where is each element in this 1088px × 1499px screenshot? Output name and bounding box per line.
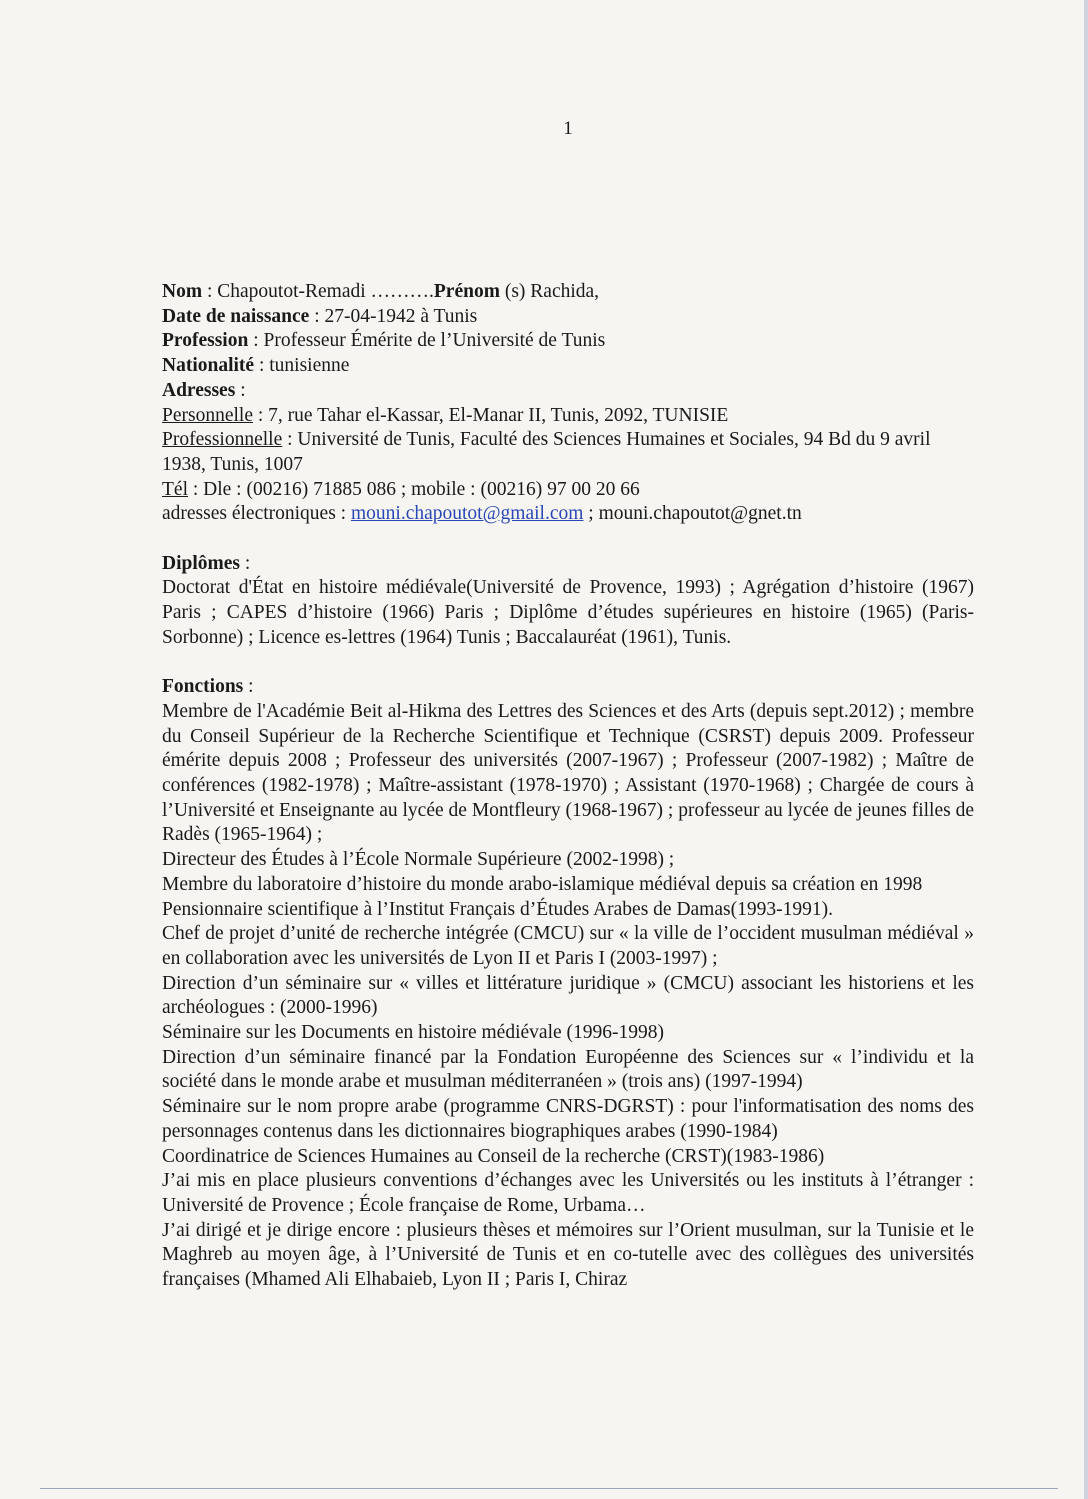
page-bottom-edge bbox=[40, 1488, 1058, 1489]
fonction-item: Chef de projet d’unité de recherche intégrée (CMCU) sur « la ville de l’occident musulman médiéval » en collaboration avec les universités de Lyon II et Paris I (2003-1997) ; bbox=[162, 923, 974, 969]
diplomes-text: Doctorat d'État en histoire médiévale(Université de Provence, 1993) ; Agrégation d’histoire (1967) Paris ; CAPES d’histoire (1966) Paris ; Diplôme d’études supérieures en histoire (1965) (Paris-Sorbonne) ; Licence es-lettres (1964) Tunis ; Baccalauréat (1961), Tunis. bbox=[162, 577, 974, 648]
nom-value: : Chapoutot-Remadi ………. bbox=[202, 281, 434, 302]
tel-value: : Dle : (00216) 71885 086 ; mobile : (00216) 97 00 20 66 bbox=[187, 478, 640, 500]
phone-line bbox=[162, 478, 974, 503]
diplomes-heading-suffix: : bbox=[240, 552, 251, 574]
fonctions-heading bbox=[162, 675, 974, 700]
fonctions-heading-label: Fonctions bbox=[162, 676, 244, 698]
nationalite-label: Nationalité bbox=[162, 355, 255, 377]
fonction-item: Séminaire sur les Documents en histoire médiévale (1996-1998) bbox=[162, 1022, 664, 1044]
email-other: ; mouni.chapoutot@gnet.tn bbox=[583, 503, 802, 525]
fonction-item: Direction d’un séminaire sur « villes et littérature juridique » (CMCU) associant les historiens et les archéologues : (2000-1996) bbox=[162, 972, 974, 1019]
naissance-label: Date de naissance bbox=[162, 305, 310, 327]
tel-label: Tél bbox=[162, 478, 188, 500]
name-line bbox=[162, 280, 974, 305]
fonction-item: Séminaire sur le nom propre arabe (programme CNRS-DGRST) : pour l'informatisation des noms des personnages contenus dans les dictionnaires biographiques arabes (1990-1984) bbox=[162, 1096, 974, 1142]
fonction-item: Coordinatrice de Sciences Humaines au Conseil de la recherche (CRST)(1983-1986) bbox=[162, 1145, 825, 1167]
nationality-line bbox=[162, 354, 974, 379]
diplomes-heading bbox=[162, 552, 974, 577]
professionnelle-value: : Université de Tunis, Faculté des Sciences Humaines et Sociales, 94 Bd du 9 avril 1938, Tunis, 1007 bbox=[162, 429, 931, 475]
fonction-item: J’ai mis en place plusieurs conventions d’échanges avec les Universités ou les instituts à l’étranger : Université de Provence ; École française de Rome, Urbama… bbox=[162, 1170, 974, 1216]
nom-label: Nom bbox=[162, 281, 203, 302]
page-number: 1 bbox=[563, 118, 573, 139]
spacer bbox=[162, 527, 974, 552]
diplomes-heading-label: Diplômes bbox=[162, 552, 240, 574]
addresses-heading bbox=[162, 379, 974, 404]
fonction-item: Membre de l'Académie Beit al-Hikma des Lettres des Sciences et des Arts (depuis sept.2012) ; membre du Conseil Supérieur de la Recherche Scientifique et Technique (CSRST) depuis 2009. Professeur émérite depuis 2008 ; Professeur des universités (2007-1967) ; Professeur (2007-1982) ; Maître de conférences (1982-1978) ; Maître-assistant (1978-1970) ; Assistant (1970-1968) ; Chargée de cours à l’Université et Enseignante au lycée de Montfleury (1968-1967) ; professeur au lycée de jeunes filles de Radès (1965-1964) ; bbox=[162, 700, 974, 846]
adresses-label: Adresses bbox=[162, 379, 236, 401]
page-right-edge bbox=[1084, 0, 1088, 1499]
email-line bbox=[162, 502, 974, 527]
email-label: adresses électroniques : bbox=[162, 503, 351, 525]
prenom-label: Prénom bbox=[433, 281, 500, 302]
nationalite-value: : tunisienne bbox=[254, 355, 350, 377]
fonction-item: Pensionnaire scientifique à l’Institut Français d’Études Arabes de Damas(1993-1991). bbox=[162, 898, 833, 920]
birth-line bbox=[162, 305, 974, 330]
fonction-item: Directeur des Études à l’École Normale Supérieure (2002-1998) ; bbox=[162, 849, 675, 871]
professionnelle-label: Professionnelle bbox=[162, 429, 283, 451]
profession-label: Profession bbox=[162, 330, 249, 352]
adresses-suffix: : bbox=[235, 379, 246, 401]
personnelle-value: : 7, rue Tahar el-Kassar, El-Manar II, Tunis, 2092, TUNISIE bbox=[252, 404, 729, 426]
email-link[interactable]: mouni.chapoutot@gmail.com bbox=[350, 503, 584, 525]
cv-document bbox=[162, 280, 974, 1293]
professional-address-line bbox=[162, 428, 977, 477]
prenom-value: (s) Rachida, bbox=[499, 281, 600, 302]
fonction-item: Direction d’un séminaire financé par la Fondation Européenne des Sciences sur « l’individu et la société dans le monde arabe et musulman méditerranéen » (trois ans) (1997-1994) bbox=[162, 1046, 974, 1093]
personal-address-line bbox=[162, 404, 974, 429]
spacer bbox=[162, 651, 974, 676]
fonctions-heading-suffix: : bbox=[243, 676, 254, 698]
naissance-value: : 27-04-1942 à Tunis bbox=[309, 305, 478, 327]
profession-line bbox=[162, 329, 974, 354]
fonction-item: J’ai dirigé et je dirige encore : plusieurs thèses et mémoires sur l’Orient musulman, sur la Tunisie et le Maghreb au moyen âge, à l’Université de Tunis et en co-tutelle avec des collègues des universités françaises (Mhamed Ali Elhabaieb, Lyon II ; Paris I, Chiraz bbox=[162, 1219, 974, 1291]
profession-value: : Professeur Émérite de l’Université de Tunis bbox=[248, 330, 606, 352]
fonction-item: Membre du laboratoire d’histoire du monde arabo-islamique médiéval depuis sa création en 1998 bbox=[162, 873, 923, 895]
personnelle-label: Personnelle bbox=[162, 404, 253, 426]
